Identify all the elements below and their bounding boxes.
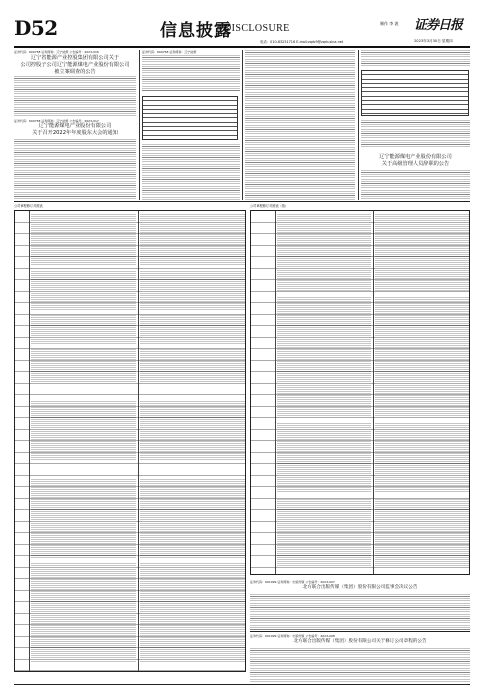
- article-body-text: [361, 50, 470, 66]
- table-cell-text: [140, 315, 245, 345]
- table-cell-text: [140, 271, 245, 311]
- publication-date: 2023年3月30日 星期四: [414, 39, 453, 43]
- column-line: [29, 211, 30, 671]
- table-caption: 公司章程修订对照表（续）: [250, 204, 289, 208]
- amendment-table-right: [250, 210, 470, 575]
- article-column-2: [142, 50, 240, 200]
- article-column-4: [361, 50, 470, 200]
- article-divider: [250, 631, 470, 632]
- article-code: 证券代码：601999 证券简称：出版传媒 公告编号：2023-007: [250, 580, 335, 584]
- table-cell-text: [140, 214, 245, 266]
- resolution-table: [142, 96, 238, 140]
- article-body-text: [142, 55, 240, 91]
- table-cell-text: [277, 499, 371, 569]
- article-body-text: [250, 594, 470, 630]
- article-body-text: [361, 120, 470, 148]
- page-number: D52: [14, 16, 58, 40]
- table-cell-text: [277, 214, 371, 292]
- article-title: 北方联合出版传媒（集团）股份有限公司关于修订公司章程的公告: [293, 639, 427, 644]
- article-code: 证券代码：600758 证券简称：辽宁能源: [142, 50, 197, 54]
- table-cell-text: [31, 563, 136, 663]
- column-line: [138, 211, 139, 671]
- article-body-text: [245, 50, 355, 200]
- column-divider: [139, 50, 140, 200]
- masthead-rule: [14, 46, 470, 48]
- newspaper-logo: 证券日报: [414, 18, 463, 33]
- article-body-text: [142, 144, 240, 200]
- article-body-text: [361, 170, 470, 200]
- table-row: [143, 131, 237, 135]
- article-body-text: [14, 139, 136, 199]
- amendment-table-left: [14, 210, 246, 672]
- table-cell-text: [140, 479, 245, 559]
- table-row: [362, 110, 468, 114]
- table-cell-text: [375, 297, 469, 417]
- article-code: 证券代码：600758 证券简称：辽宁能源 公告编号：2023-017: [14, 119, 99, 123]
- article-title-line-3: 被立案调查的公告: [54, 69, 96, 75]
- article-title: 辽宁能源煤电产业股份有限公司: [38, 123, 112, 129]
- article-charter-amendment: [250, 634, 470, 682]
- table-cell-text: [31, 315, 136, 345]
- table-cell-text: [375, 499, 469, 569]
- article-title-line-2: 关于召开2022年年度股东大会的通知: [32, 130, 118, 136]
- section-divider: [14, 201, 470, 202]
- article-title: 辽宁省能源产业控股集团有限公司关于: [30, 55, 120, 61]
- table-cell-text: [31, 349, 136, 385]
- article-column-3: [245, 50, 355, 200]
- page-bottom-rule: [14, 684, 470, 685]
- table-cell-text: [31, 271, 136, 311]
- contact-line: 电话：010-83251716 E-mail:zqrb9@zqrb.sina.net: [260, 40, 344, 44]
- table-cell-text: [140, 563, 245, 663]
- table-cell-text: [277, 423, 371, 493]
- section-title-cn: 信息披露: [160, 21, 232, 41]
- voting-table: [361, 70, 469, 116]
- table-cell-text: [31, 479, 136, 559]
- section-title-en: DISCLOSURE: [224, 23, 290, 34]
- table-caption: 公司章程修订对照表: [14, 204, 43, 208]
- table-cell-text: [140, 401, 245, 461]
- article-title-line-2: 关于高级管理人员辞职的公告: [381, 161, 450, 167]
- table-cell-text: [140, 349, 245, 385]
- table-cell-text: [277, 297, 371, 417]
- article-title: 辽宁能源煤电产业股份有限公司: [379, 154, 452, 160]
- article-code: 证券代码：600758 证券简称：辽宁能源 公告编号：2023-016: [14, 50, 99, 54]
- table-cell-text: [375, 214, 469, 292]
- table-cell-text: [31, 214, 136, 266]
- article-notice-agm: [14, 119, 136, 199]
- article-title-line-2: 公司控股子公司辽宁能源煤电产业股份有限公司: [20, 62, 130, 68]
- column-divider: [358, 50, 359, 200]
- table-cell-text: [375, 423, 469, 493]
- article-body-text: [250, 648, 470, 682]
- article-code: 证券代码：601999 证券简称：出版传媒 公告编号：2023-008: [250, 634, 335, 638]
- editor-credit: 制作 李 波: [380, 21, 399, 26]
- column-line: [373, 211, 374, 574]
- column-divider: [242, 50, 243, 200]
- table-cell-text: [31, 401, 136, 461]
- column-line: [275, 211, 276, 574]
- article-supervisory-board: [250, 580, 470, 630]
- article-title: 北方联合出版传媒（集团）股份有限公司监事会决议公告: [302, 585, 418, 590]
- article-body-text: [14, 76, 136, 118]
- masthead: [14, 14, 470, 46]
